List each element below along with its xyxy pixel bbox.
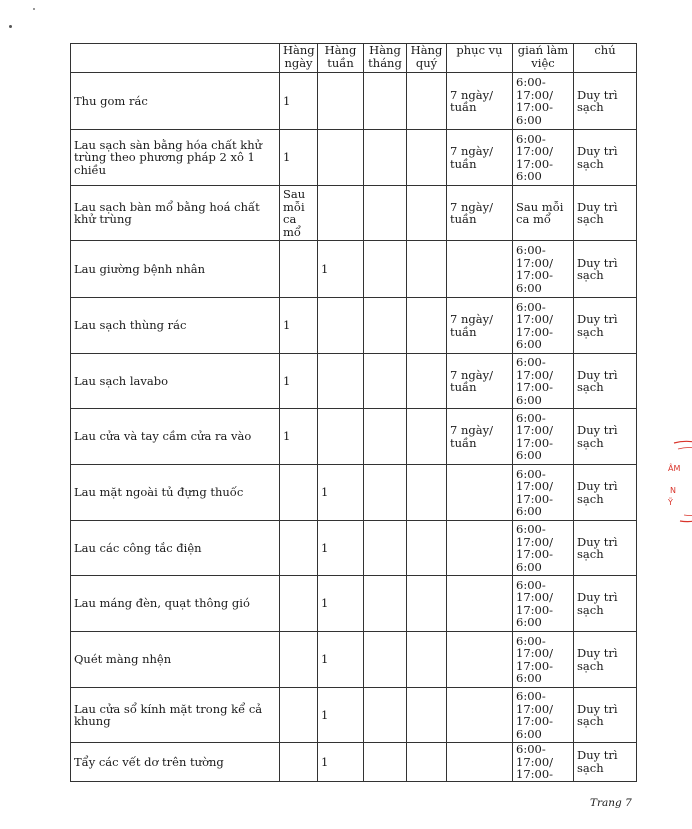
task-cell: Lau mặt ngoài tủ đựng thuốc [71, 465, 280, 521]
quarterly-cell [407, 632, 447, 688]
note-cell: Duy trì sạch [574, 576, 637, 632]
header-row [71, 44, 637, 73]
monthly-cell [364, 688, 407, 743]
task-cell: Lau sạch sàn bằng hóa chất khử trùng theo phương pháp 2 xô 1 chiều [71, 130, 280, 186]
daily-cell [280, 241, 318, 298]
note-cell: Duy trì sạch [574, 743, 637, 782]
daily-cell: Sau mỗi ca mổ [280, 186, 318, 241]
weekly-cell: 1 [318, 743, 364, 782]
stamp-text: ÂM [668, 464, 681, 473]
hours-cell: 6:00- 17:00/ 17:00- 6:00 [513, 465, 574, 521]
quarterly-cell [407, 409, 447, 465]
table-row [71, 465, 637, 521]
header-weekly: Hàng tuần [318, 44, 364, 73]
header-hours: giań làm việc [513, 44, 574, 73]
weekly-cell [318, 409, 364, 465]
service-cell [447, 743, 513, 782]
monthly-cell [364, 521, 407, 576]
quarterly-cell [407, 688, 447, 743]
scan-speck [9, 25, 12, 28]
daily-cell [280, 743, 318, 782]
quarterly-cell [407, 186, 447, 241]
weekly-cell [318, 130, 364, 186]
table-row [71, 298, 637, 354]
monthly-cell [364, 409, 407, 465]
weekly-cell: 1 [318, 688, 364, 743]
hours-cell: 6:00- 17:00/ 17:00- 6:00 [513, 521, 574, 576]
header-daily: Hàng ngày [280, 44, 318, 73]
weekly-cell: 1 [318, 576, 364, 632]
daily-cell [280, 576, 318, 632]
hours-cell: 6:00- 17:00/ 17:00- 6:00 [513, 409, 574, 465]
hours-cell: 6:00- 17:00/ 17:00- 6:00 [513, 632, 574, 688]
monthly-cell [364, 354, 407, 409]
note-cell: Duy trì sạch [574, 632, 637, 688]
service-cell: 7 ngày/ tuần [447, 186, 513, 241]
table-row [71, 186, 637, 241]
header-quarterly: Hàng quý [407, 44, 447, 73]
quarterly-cell [407, 743, 447, 782]
hours-cell: 6:00- 17:00/ 17:00- 6:00 [513, 241, 574, 298]
note-cell: Duy trì sạch [574, 186, 637, 241]
hours-cell: 6:00- 17:00/ 17:00- 6:00 [513, 298, 574, 354]
task-cell: Tẩy các vết dơ trên tường [71, 743, 280, 782]
service-cell [447, 241, 513, 298]
scan-speck [33, 8, 35, 10]
weekly-cell: 1 [318, 521, 364, 576]
daily-cell [280, 521, 318, 576]
daily-cell: 1 [280, 73, 318, 130]
monthly-cell [364, 186, 407, 241]
note-cell: Duy trì sạch [574, 521, 637, 576]
task-cell: Lau sạch bàn mổ bằng hoá chất khử trùng [71, 186, 280, 241]
table-row [71, 688, 637, 743]
daily-cell: 1 [280, 409, 318, 465]
service-cell: 7 ngày/ tuần [447, 130, 513, 186]
task-cell: Lau máng đèn, quạt thông gió [71, 576, 280, 632]
task-cell: Thu gom rác [71, 73, 280, 130]
quarterly-cell [407, 354, 447, 409]
note-cell: Duy trì sạch [574, 465, 637, 521]
monthly-cell [364, 298, 407, 354]
monthly-cell [364, 632, 407, 688]
weekly-cell [318, 354, 364, 409]
quarterly-cell [407, 73, 447, 130]
hours-cell: 6:00- 17:00/ 17:00- 6:00 [513, 73, 574, 130]
weekly-cell [318, 186, 364, 241]
task-cell: Lau các công tắc điện [71, 521, 280, 576]
hours-cell: 6:00- 17:00/ 17:00- 6:00 [513, 130, 574, 186]
quarterly-cell [407, 298, 447, 354]
note-cell: Duy trì sạch [574, 354, 637, 409]
service-cell [447, 576, 513, 632]
note-cell: Duy trì sạch [574, 298, 637, 354]
daily-cell [280, 465, 318, 521]
service-cell: 7 ngày/ tuần [447, 354, 513, 409]
cleaning-schedule-table [70, 43, 637, 782]
table-row [71, 743, 637, 782]
note-cell: Duy trì sạch [574, 688, 637, 743]
quarterly-cell [407, 241, 447, 298]
hours-cell: 6:00- 17:00/ 17:00- 6:00 [513, 354, 574, 409]
weekly-cell: 1 [318, 465, 364, 521]
task-cell: Lau cửa sổ kính mặt trong kể cả khung [71, 688, 280, 743]
note-cell: Duy trì sạch [574, 241, 637, 298]
monthly-cell [364, 576, 407, 632]
header-note: chú [574, 44, 637, 73]
service-cell [447, 465, 513, 521]
table-row [71, 409, 637, 465]
service-cell: 7 ngày/ tuần [447, 409, 513, 465]
task-cell: Lau sạch thùng rác [71, 298, 280, 354]
quarterly-cell [407, 576, 447, 632]
daily-cell [280, 632, 318, 688]
task-cell: Lau giường bệnh nhân [71, 241, 280, 298]
table-row [71, 576, 637, 632]
monthly-cell [364, 743, 407, 782]
monthly-cell [364, 465, 407, 521]
header-service: phục vụ [447, 44, 513, 73]
service-cell [447, 688, 513, 743]
service-cell: 7 ngày/ tuần [447, 298, 513, 354]
header-monthly: Hàng tháng [364, 44, 407, 73]
stamp-text: Ỹ [668, 498, 673, 507]
red-stamp-fragment [662, 435, 692, 535]
monthly-cell [364, 130, 407, 186]
daily-cell [280, 688, 318, 743]
task-cell: Lau cửa và tay cầm cửa ra vào [71, 409, 280, 465]
quarterly-cell [407, 521, 447, 576]
service-cell [447, 521, 513, 576]
table-body [71, 73, 637, 782]
monthly-cell [364, 73, 407, 130]
daily-cell: 1 [280, 130, 318, 186]
service-cell: 7 ngày/ tuần [447, 73, 513, 130]
hours-cell: 6:00- 17:00/ 17:00- [513, 743, 574, 782]
service-cell [447, 632, 513, 688]
hours-cell: Sau mỗi ca mổ [513, 186, 574, 241]
quarterly-cell [407, 465, 447, 521]
note-cell: Duy trì sạch [574, 73, 637, 130]
hours-cell: 6:00- 17:00/ 17:00- 6:00 [513, 688, 574, 743]
weekly-cell: 1 [318, 241, 364, 298]
stamp-text: N [670, 486, 676, 495]
page-number: Trang 7 [590, 797, 632, 809]
table-row [71, 632, 637, 688]
monthly-cell [364, 241, 407, 298]
quarterly-cell [407, 130, 447, 186]
note-cell: Duy trì sạch [574, 130, 637, 186]
weekly-cell [318, 73, 364, 130]
weekly-cell [318, 298, 364, 354]
header-task [71, 44, 280, 73]
table-row [71, 130, 637, 186]
task-cell: Quét màng nhện [71, 632, 280, 688]
daily-cell: 1 [280, 354, 318, 409]
table-row [71, 354, 637, 409]
weekly-cell: 1 [318, 632, 364, 688]
hours-cell: 6:00- 17:00/ 17:00- 6:00 [513, 576, 574, 632]
table-row [71, 73, 637, 130]
table-row [71, 521, 637, 576]
table-row [71, 241, 637, 298]
note-cell: Duy trì sạch [574, 409, 637, 465]
daily-cell: 1 [280, 298, 318, 354]
task-cell: Lau sạch lavabo [71, 354, 280, 409]
